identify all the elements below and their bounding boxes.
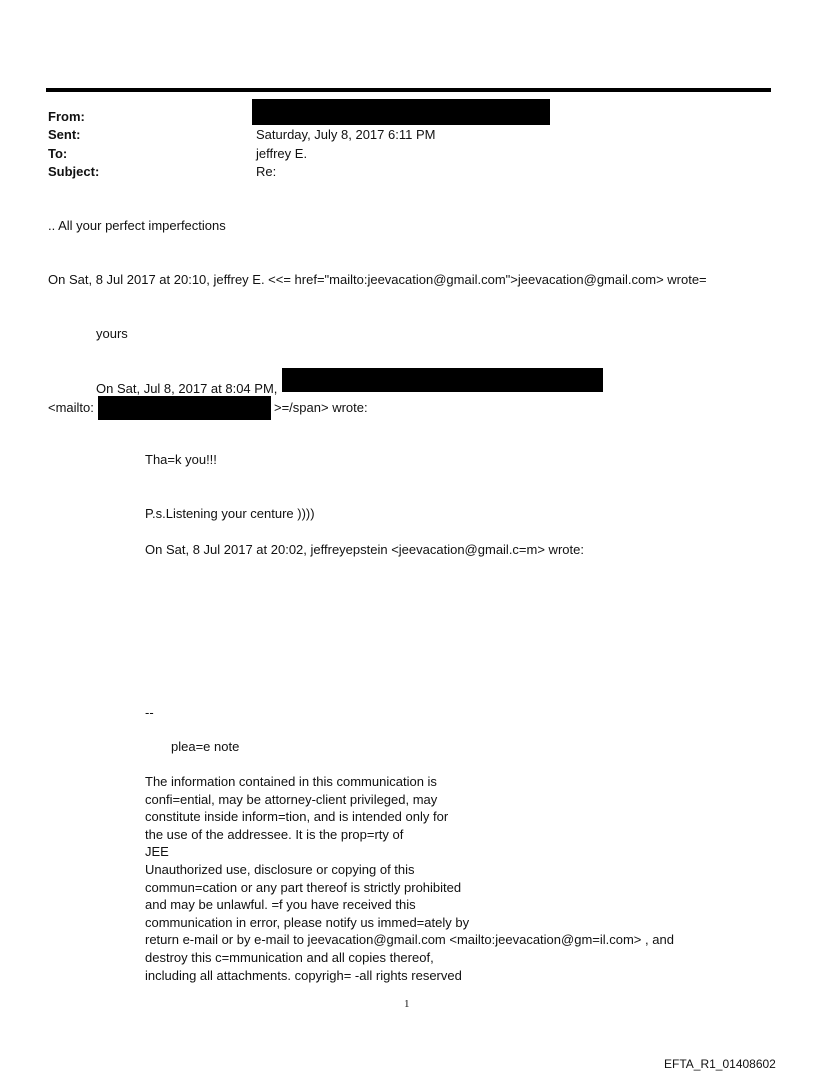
disclaimer xyxy=(145,773,765,984)
sent-label: Sent: xyxy=(48,127,81,142)
page-number: 1 xyxy=(404,998,410,1010)
disclaimer-line: return e-mail or by e-mail to jeevacation@gmail.com <mailto:jeevacation@gm=il.com> , and xyxy=(145,932,674,948)
quote-header-1: On Sat, 8 Jul 2017 at 20:10, jeffrey E. <<= href="mailto:jeevacation@gmail.com">jeevacation@gmail.com> wrote= xyxy=(48,272,707,287)
thanks-line: Tha=k you!!! xyxy=(145,452,217,467)
to-label: To: xyxy=(48,146,68,161)
quote-header-2: On Sat, Jul 8, 2017 at 8:04 PM, xyxy=(96,381,278,396)
to-value: jeffrey E. xyxy=(256,146,308,161)
disclaimer-line: JEE xyxy=(145,844,169,860)
body-line-1: .. All your perfect imperfections xyxy=(48,218,226,233)
disclaimer-line: including all attachments. copyrigh= -all rights reserved xyxy=(145,967,462,983)
reply-yours: yours xyxy=(96,326,128,341)
subject-value: Re: xyxy=(256,164,277,179)
disclaimer-line: communication in error, please notify us immed=ately by xyxy=(145,914,470,930)
disclaimer-line: destroy this c=mmunication and all copies thereof, xyxy=(145,949,434,965)
signature-dashes: -- xyxy=(145,705,154,720)
sent-value: Saturday, July 8, 2017 6:11 PM xyxy=(256,127,436,142)
disclaimer-line: constitute inside inform=tion, and is intended only for xyxy=(145,809,449,825)
redaction-sender xyxy=(282,368,603,392)
disclaimer-line: and may be unlawful. =f you have received this xyxy=(145,897,416,913)
subject-label: Subject: xyxy=(48,164,100,179)
disclaimer-line: Unauthorized use, disclosure or copying of this xyxy=(145,861,415,877)
disclaimer-line: the use of the addressee. It is the prop=rty of xyxy=(145,826,404,842)
from-label: From: xyxy=(48,109,85,124)
disclaimer-line: confi=ential, may be attorney-client privileged, may xyxy=(145,791,438,807)
disclaimer-line: commun=cation or any part thereof is strictly prohibited xyxy=(145,879,462,895)
mailto-suffix: >=/span> wrote: xyxy=(274,400,368,415)
document-id: EFTA_R1_01408602 xyxy=(664,1057,776,1071)
mailto-prefix: <mailto: xyxy=(48,400,94,415)
ps-line: P.s.Listening your centure )))) xyxy=(145,506,315,521)
disclaimer-line: The information contained in this communication is xyxy=(145,774,437,789)
header-rule xyxy=(46,88,771,92)
please-note: plea=e note xyxy=(171,739,240,754)
redaction-from xyxy=(252,99,550,125)
redaction-mailto xyxy=(98,396,271,420)
quote-header-3: On Sat, 8 Jul 2017 at 20:02, jeffreyepstein <jeevacation@gmail.c=m> wrote: xyxy=(145,542,584,557)
